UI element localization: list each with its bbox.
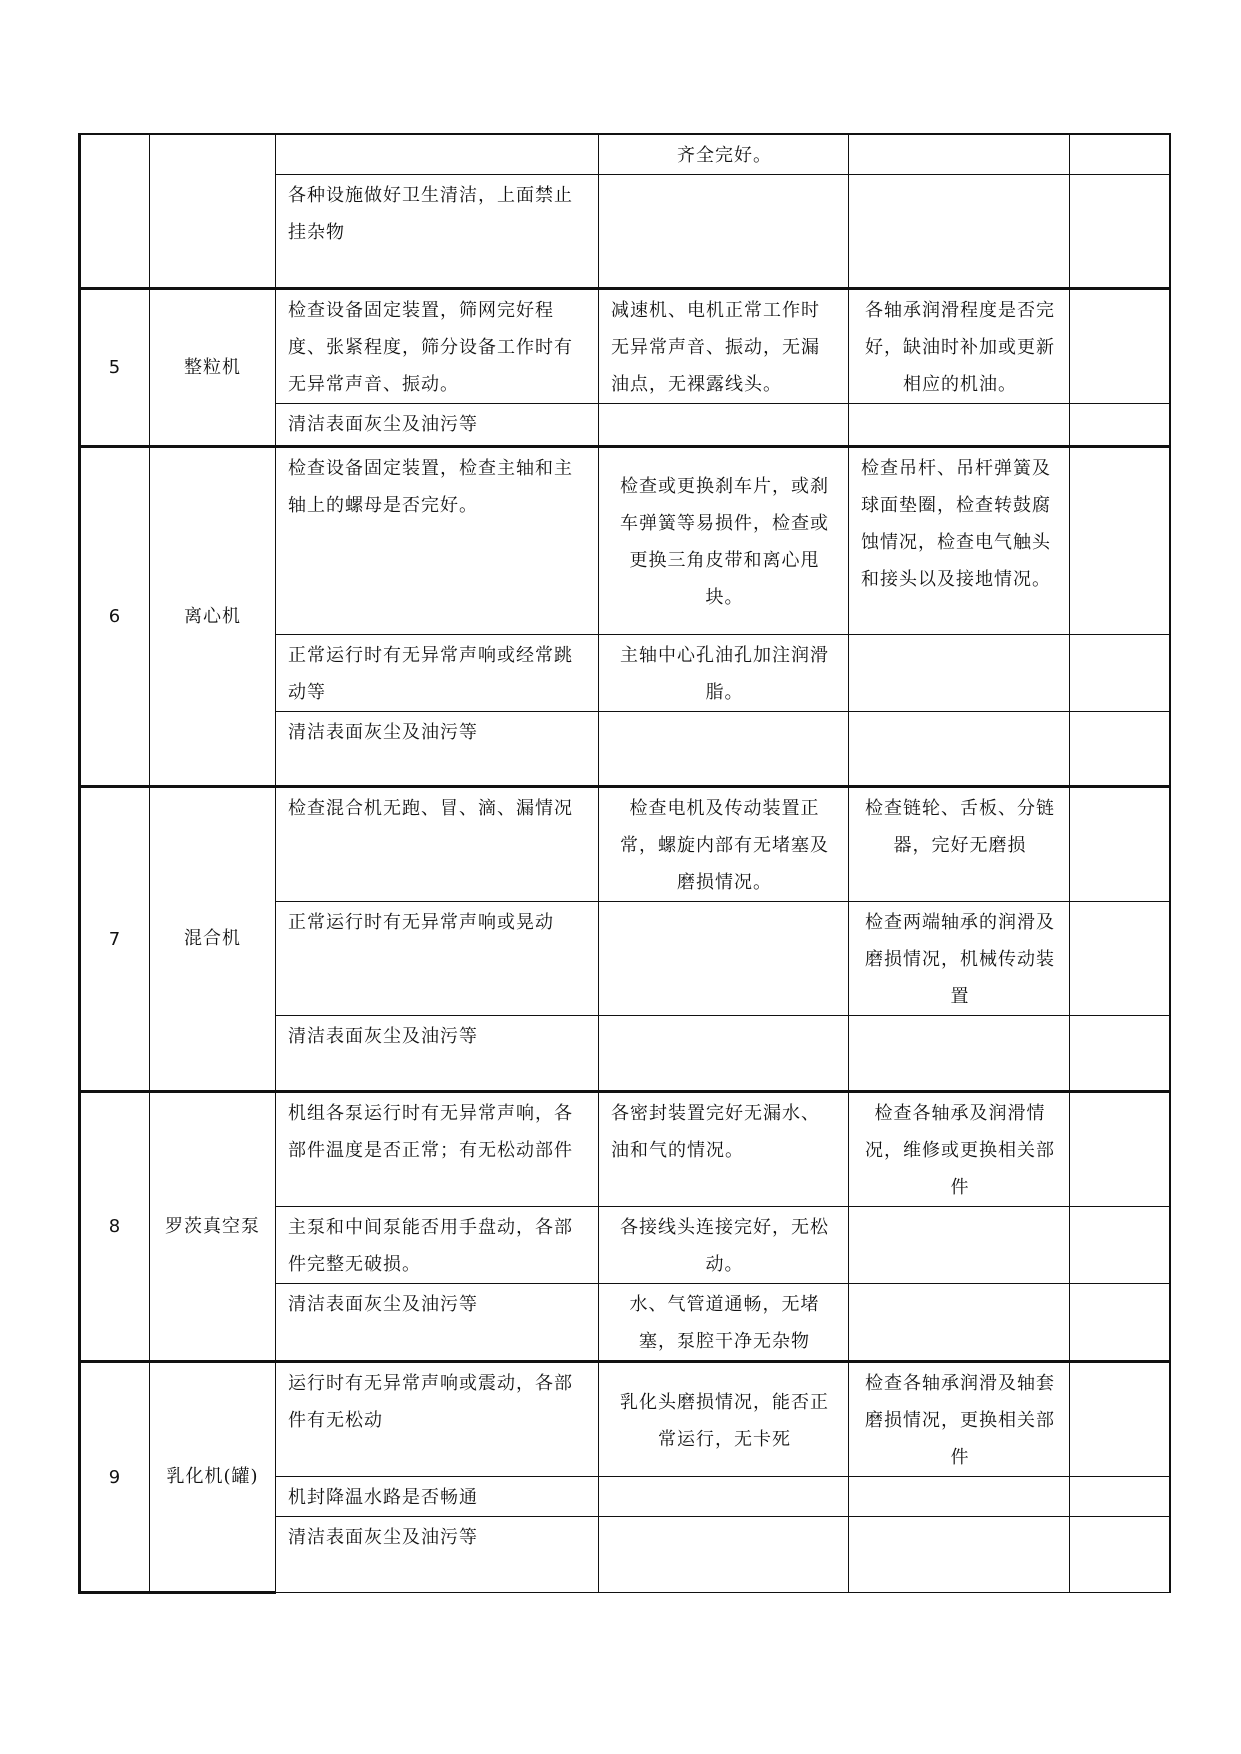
- table-row: [80, 289, 1170, 404]
- item-number: 9: [80, 1362, 150, 1593]
- remark-cell: [1070, 289, 1170, 404]
- weekly-check-cell: 主轴中心孔油孔加注润滑脂。: [599, 635, 849, 712]
- monthly-check-cell: [849, 1517, 1070, 1593]
- remark-cell: [1070, 1016, 1170, 1092]
- monthly-check-cell: [849, 175, 1070, 289]
- remark-cell: [1070, 404, 1170, 447]
- remark-cell: [1070, 175, 1170, 289]
- daily-check-cell: 正常运行时有无异常声响或经常跳动等: [276, 635, 599, 712]
- daily-check-cell: 运行时有无异常声响或震动，各部件有无松动: [276, 1362, 599, 1477]
- weekly-check-cell: 各接线头连接完好，无松动。: [599, 1207, 849, 1284]
- daily-check-cell: 检查混合机无跑、冒、滴、漏情况: [276, 787, 599, 902]
- remark-cell: [1070, 1284, 1170, 1362]
- daily-check-cell: 清洁表面灰尘及油污等: [276, 1284, 599, 1362]
- monthly-check-cell: 检查各轴承及润滑情况，维修或更换相关部件: [849, 1092, 1070, 1207]
- weekly-check-cell: [599, 1477, 849, 1517]
- daily-check-cell: [276, 134, 599, 175]
- item-number-cell: [80, 134, 150, 289]
- weekly-check-cell: 水、气管道通畅，无堵塞，泵腔干净无杂物: [599, 1284, 849, 1362]
- monthly-check-cell: 检查吊杆、吊杆弹簧及球面垫圈，检查转鼓腐蚀情况，检查电气触头和接头以及接地情况。: [849, 447, 1070, 635]
- monthly-check-cell: 各轴承润滑程度是否完好，缺油时补加或更新相应的机油。: [849, 289, 1070, 404]
- daily-check-cell: 机封降温水路是否畅通: [276, 1477, 599, 1517]
- remark-cell: [1070, 447, 1170, 635]
- daily-check-cell: 检查设备固定装置，检查主轴和主轴上的螺母是否完好。: [276, 447, 599, 635]
- monthly-check-cell: [849, 1016, 1070, 1092]
- equipment-name: 罗茨真空泵: [150, 1092, 276, 1362]
- item-number: 7: [80, 787, 150, 1092]
- item-number: 6: [80, 447, 150, 787]
- remark-cell: [1070, 712, 1170, 787]
- equipment-name: 整粒机: [150, 289, 276, 447]
- weekly-check-cell: 各密封装置完好无漏水、油和气的情况。: [599, 1092, 849, 1207]
- daily-check-cell: 清洁表面灰尘及油污等: [276, 1016, 599, 1092]
- monthly-check-cell: 检查两端轴承的润滑及磨损情况，机械传动装置: [849, 902, 1070, 1016]
- remark-cell: [1070, 787, 1170, 902]
- weekly-check-cell: 检查电机及传动装置正常，螺旋内部有无堵塞及磨损情况。: [599, 787, 849, 902]
- item-number: 8: [80, 1092, 150, 1362]
- daily-check-cell: 清洁表面灰尘及油污等: [276, 1517, 599, 1593]
- equipment-name: 乳化机(罐): [150, 1362, 276, 1593]
- table-row: [80, 134, 1170, 175]
- monthly-check-cell: [849, 635, 1070, 712]
- equipment-name: 混合机: [150, 787, 276, 1092]
- maintenance-table: [78, 133, 1171, 1594]
- maintenance-table-page: [78, 133, 1168, 1594]
- table-row: [80, 1362, 1170, 1477]
- daily-check-cell: 清洁表面灰尘及油污等: [276, 712, 599, 787]
- daily-check-cell: 清洁表面灰尘及油污等: [276, 404, 599, 447]
- monthly-check-cell: [849, 1477, 1070, 1517]
- table-row: [80, 787, 1170, 902]
- monthly-check-cell: 检查链轮、舌板、分链器，完好无磨损: [849, 787, 1070, 902]
- daily-check-cell: 主泵和中间泵能否用手盘动，各部件完整无破损。: [276, 1207, 599, 1284]
- weekly-check-cell: 乳化头磨损情况，能否正常运行，无卡死: [599, 1362, 849, 1477]
- weekly-check-cell: 检查或更换刹车片，或刹车弹簧等易损件，检查或更换三角皮带和离心甩块。: [599, 447, 849, 635]
- remark-cell: [1070, 902, 1170, 1016]
- remark-cell: [1070, 1092, 1170, 1207]
- remark-cell: [1070, 1362, 1170, 1477]
- weekly-check-cell: [599, 175, 849, 289]
- monthly-check-cell: [849, 1284, 1070, 1362]
- remark-cell: [1070, 1517, 1170, 1593]
- weekly-check-cell: [599, 1517, 849, 1593]
- remark-cell: [1070, 134, 1170, 175]
- daily-check-cell: 检查设备固定装置，筛网完好程度、张紧程度，筛分设备工作时有无异常声音、振动。: [276, 289, 599, 404]
- monthly-check-cell: [849, 712, 1070, 787]
- equipment-name-cell: [150, 134, 276, 289]
- weekly-check-cell: [599, 404, 849, 447]
- weekly-check-cell: [599, 1016, 849, 1092]
- item-number: 5: [80, 289, 150, 447]
- monthly-check-cell: [849, 404, 1070, 447]
- table-row: [80, 447, 1170, 635]
- monthly-check-cell: 检查各轴承润滑及轴套磨损情况，更换相关部件: [849, 1362, 1070, 1477]
- monthly-check-cell: [849, 134, 1070, 175]
- daily-check-cell: 正常运行时有无异常声响或晃动: [276, 902, 599, 1016]
- remark-cell: [1070, 635, 1170, 712]
- weekly-check-cell: 减速机、电机正常工作时无异常声音、振动，无漏油点，无裸露线头。: [599, 289, 849, 404]
- daily-check-cell: 各种设施做好卫生清洁，上面禁止挂杂物: [276, 175, 599, 289]
- daily-check-cell: 机组各泵运行时有无异常声响，各部件温度是否正常；有无松动部件: [276, 1092, 599, 1207]
- remark-cell: [1070, 1207, 1170, 1284]
- weekly-check-cell: 齐全完好。: [599, 134, 849, 175]
- equipment-name: 离心机: [150, 447, 276, 787]
- weekly-check-cell: [599, 712, 849, 787]
- weekly-check-cell: [599, 902, 849, 1016]
- table-row: [80, 1092, 1170, 1207]
- remark-cell: [1070, 1477, 1170, 1517]
- monthly-check-cell: [849, 1207, 1070, 1284]
